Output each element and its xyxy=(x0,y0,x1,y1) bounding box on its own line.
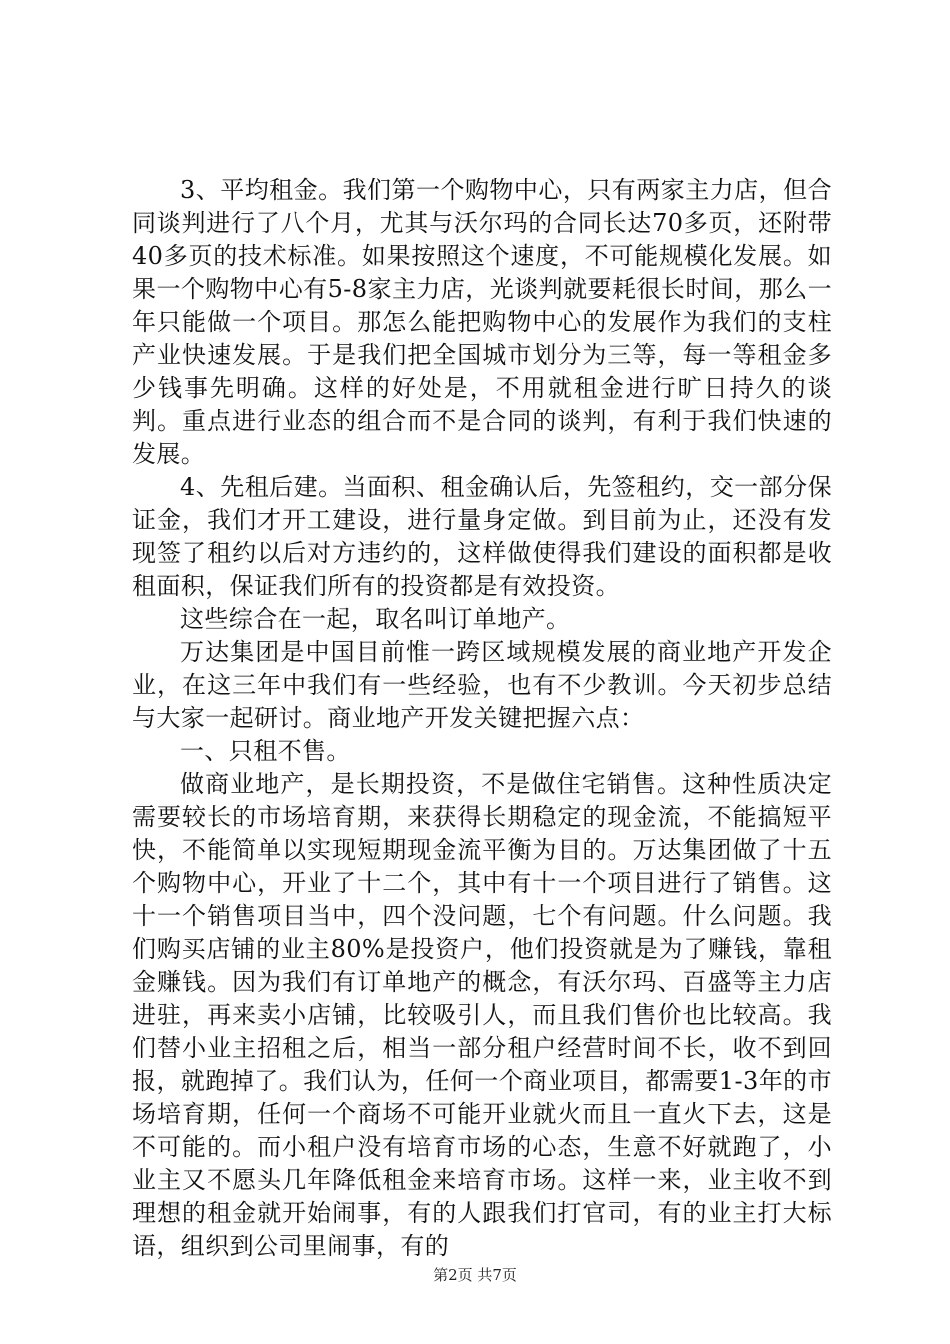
section-heading-lease-only: 一、只租不售。 xyxy=(180,737,351,765)
document-body xyxy=(132,174,832,1263)
paragraph-lease-before-build: 4、先租后建。当面积、租金确认后，先签租约，交一部分保证金，我们才开工建设，进行量身定做。到目前为止，还没有发现签了租约以后对方违约的，这样做使得我们建设的面积都是收租面积，保证我们所有的投资都是有效投资。 xyxy=(132,473,832,600)
page-footer: 第2页 共7页 xyxy=(433,1266,517,1284)
paragraph-order-real-estate: 这些综合在一起，取名叫订单地产。 xyxy=(180,605,571,633)
paragraph-wanda-intro: 万达集团是中国目前惟一跨区域规模发展的商业地产开发企业，在这三年中我们有一些经验，也有不少教训。今天初步总结与大家一起研讨。商业地产开发关键把握六点： xyxy=(132,638,832,732)
paragraph-average-rent: 3、平均租金。我们第一个购物中心，只有两家主力店，但合同谈判进行了八个月，尤其与沃尔玛的合同长达70多页，还附带40多页的技术标准。如果按照这个速度，不可能规模化发展。如果一个购物中心有5-8家主力店，光谈判就要耗很长时间，那么一年只能做一个项目。那怎么能把购物中心的发展作为我们的支柱产业快速发展。于是我们把全国城市划分为三等，每一等租金多少钱事先明确。这样的好处是，不用就租金进行旷日持久的谈判。重点进行业态的组合而不是合同的谈判，有利于我们快速的发展。 xyxy=(132,176,832,468)
paragraph-long-term-investment: 做商业地产，是长期投资，不是做住宅销售。这种性质决定需要较长的市场培育期，来获得长期稳定的现金流，不能搞短平快，不能简单以实现短期现金流平衡为目的。万达集团做了十五个购物中心，开业了十二个，其中有十一个项目进行了销售。这十一个销售项目当中，四个没问题，七个有问题。什么问题。我们购买店铺的业主80%是投资户，他们投资就是为了赚钱，靠租金赚钱。因为我们有订单地产的概念，有沃尔玛、百盛等主力店进驻，再来卖小店铺，比较吸引人，而且我们售价也比较高。我们替小业主招租之后，相当一部分租户经营时间不长，收不到回报，就跑掉了。我们认为，任何一个商业项目，都需要1-3年的市场培育期，任何一个商场不可能开业就火而且一直火下去，这是不可能的。而小租户没有培育市场的心态，生意不好就跑了，小业主又不愿头几年降低租金来培育市场。这样一来，业主收不到理想的租金就开始闹事，有的人跟我们打官司，有的业主打大标语，组织到公司里闹事，有的 xyxy=(132,770,832,1260)
